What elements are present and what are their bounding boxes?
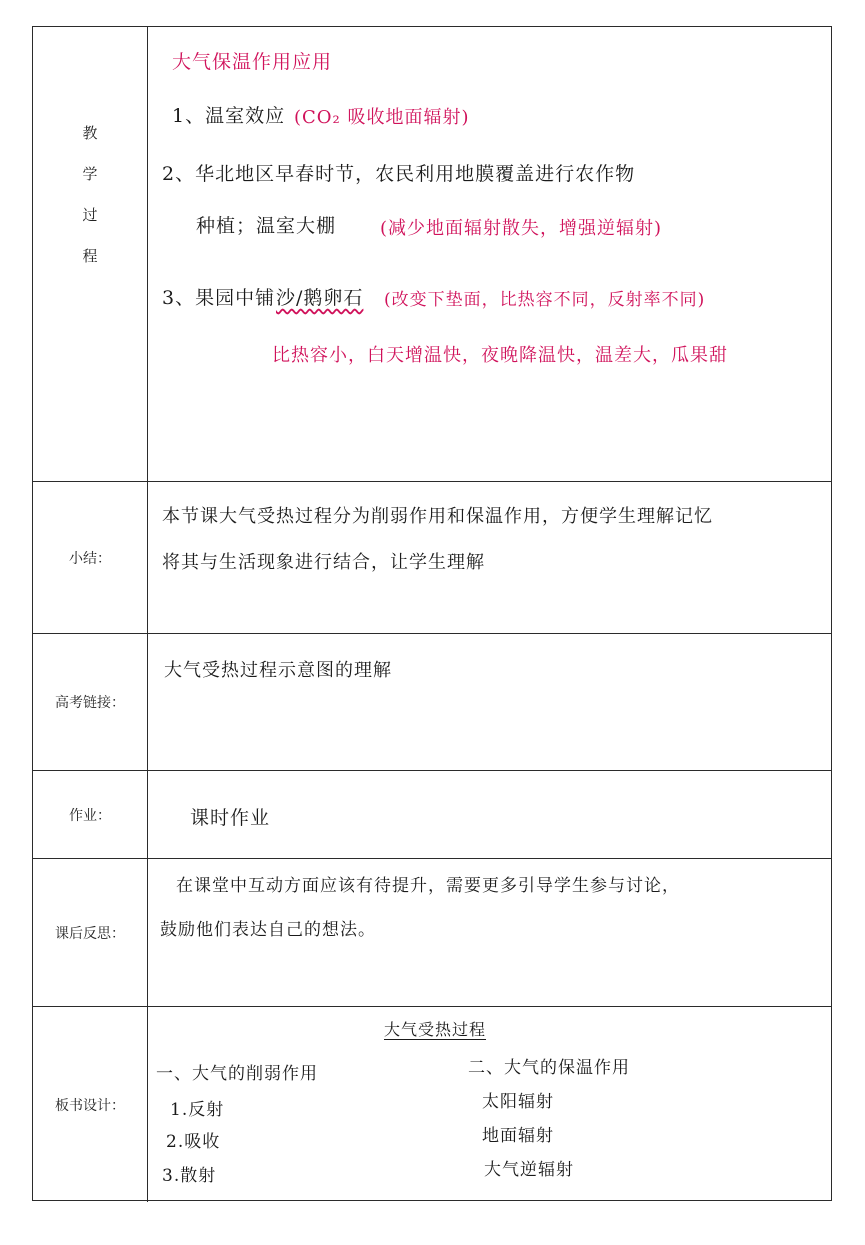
board-title: 大气受热过程	[384, 1020, 487, 1039]
board-design-label: 板书设计：	[33, 1007, 148, 1202]
item3-prefix: 3、果园中铺	[162, 287, 276, 309]
reflection-content	[148, 859, 831, 1006]
teaching-process-label	[33, 27, 148, 481]
teaching-process-content	[148, 27, 831, 481]
summary-content	[148, 482, 831, 633]
summary-row	[33, 482, 831, 634]
item1-text: 1、温室效应	[172, 105, 286, 127]
exam-link-label: 高考链接：	[33, 634, 148, 770]
teaching-process-row	[33, 27, 831, 482]
board-left-item: 2.吸收	[166, 1132, 221, 1152]
board-left-heading: 一、大气的削弱作用	[156, 1064, 318, 1084]
reflection-line2: 鼓励他们表达自己的想法。	[160, 920, 376, 940]
board-right-item: 太阳辐射	[482, 1092, 554, 1112]
exam-link-content	[148, 634, 831, 770]
board-design-row	[33, 1007, 831, 1202]
board-design-content	[148, 1007, 831, 1202]
item3-wavy-term: 沙/鹅卵石	[276, 287, 364, 309]
board-right-item: 地面辐射	[482, 1126, 554, 1146]
reflection-line1: 在课堂中互动方面应该有待提升，需要更多引导学生参与讨论，	[176, 876, 680, 896]
summary-line1: 本节课大气受热过程分为削弱作用和保温作用，方便学生理解记忆	[162, 506, 713, 527]
homework-text: 课时作业	[190, 807, 271, 829]
item3-note-line2: 比热容小，白天增温快，夜晚降温快，温差大，瓜果甜	[272, 345, 728, 366]
homework-row	[33, 771, 831, 859]
item2-note: (减少地面辐射散失，增强逆辐射)	[380, 218, 663, 239]
label-char: 教	[82, 124, 98, 142]
exam-link-text: 大气受热过程示意图的理解	[164, 660, 392, 681]
homework-label: 作业：	[33, 771, 148, 858]
item3-note: (改变下垫面，比热容不同，反射率不同)	[384, 290, 706, 310]
summary-line2: 将其与生活现象进行结合，让学生理解	[162, 552, 485, 573]
board-left-item: 3.散射	[162, 1166, 217, 1186]
item1-note: (CO₂ 吸收地面辐射)	[294, 107, 470, 128]
homework-content	[148, 771, 831, 858]
label-char: 程	[82, 247, 98, 265]
reflection-row	[33, 859, 831, 1007]
exam-link-row	[33, 634, 831, 771]
board-right-heading: 二、大气的保温作用	[468, 1058, 630, 1078]
reflection-label: 课后反思：	[33, 859, 148, 1006]
item2-line1: 2、华北地区早春时节，农民利用地膜覆盖进行农作物	[162, 163, 636, 185]
label-char: 过	[82, 206, 98, 224]
teaching-title: 大气保温作用应用	[172, 51, 333, 73]
board-left-item: 1.反射	[170, 1100, 225, 1120]
board-right-item: 大气逆辐射	[484, 1160, 574, 1180]
label-char: 学	[82, 165, 98, 183]
summary-label: 小结：	[33, 482, 148, 633]
lesson-plan-sheet	[32, 26, 832, 1201]
item2-line2: 种植；温室大棚	[196, 215, 337, 237]
